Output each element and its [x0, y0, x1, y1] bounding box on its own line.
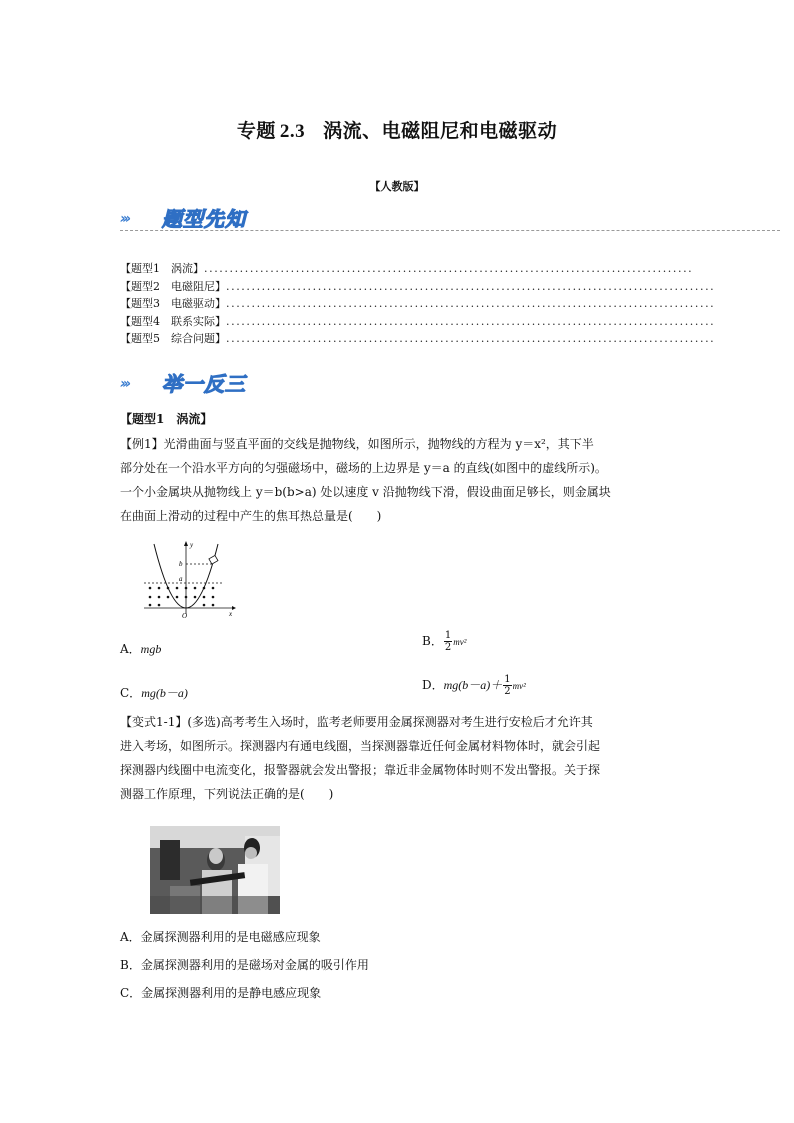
option-value: mv² [453, 637, 467, 647]
toc-dots: ................................................................................................ [226, 332, 716, 345]
variant-1-1-question [120, 710, 680, 806]
option-value: mv² [512, 681, 526, 691]
label-x: x [229, 610, 233, 618]
option-b[interactable] [422, 630, 466, 653]
option-d[interactable] [422, 674, 526, 697]
title-prefix: 专题 [236, 120, 276, 142]
option-letter: C． [120, 686, 142, 700]
fraction-half: $\frac{1}{2}$ [444, 630, 452, 653]
question-line: 【变式1-1】(多选)高考考生入场时，监考老师要用金属探测器对考生进行安检后才允许其 [120, 715, 593, 729]
label-o: O [182, 612, 188, 620]
label-y: y [190, 541, 194, 549]
option-letter: B． [422, 634, 443, 648]
option-value: mg(b－a) [141, 686, 188, 700]
toc-label: 【题型4 联系实际】 [120, 314, 226, 328]
banner-title: 举一反三 [162, 372, 246, 396]
option-value: mgb [140, 642, 162, 656]
banner-arrows-icon: ››› [120, 376, 129, 392]
question-line: 进入考场，如图所示。探测器内有通电线圈，当探测器靠近任何金属材料物体时，就会引起 [120, 739, 601, 753]
toc-dots: ................................................................................................ [204, 262, 694, 275]
choice-a[interactable]: A．金属探测器利用的是电磁感应现象 [120, 930, 321, 944]
y-axis-arrow-icon [184, 541, 188, 546]
option-letter: A． [120, 642, 141, 656]
question-line: 探测器内线圈中电流变化，报警器就会发出警报；靠近非金属物体时则不发出警报。关于探 [120, 763, 601, 777]
choice-b[interactable]: B．金属探测器利用的是磁场对金属的吸引作用 [120, 958, 369, 972]
option-value: mg(b－a)＋ [443, 678, 503, 692]
toc-dots: ................................................................................................ [226, 279, 716, 293]
toc-item[interactable] [120, 278, 770, 296]
question-line: 一个小金属块从抛物线上 y＝b(b>a) 处以速度 v 沿抛物线下滑，假设曲面足够长，则金属块 [120, 485, 611, 499]
banner-type-preview [120, 203, 780, 233]
edition-label: 【人教版】 [369, 180, 425, 193]
choice-c[interactable]: C．金属探测器利用的是静电感应现象 [120, 986, 322, 1000]
toc-dots: ................................................................................................ [226, 297, 716, 310]
toc-item[interactable] [120, 260, 770, 278]
toc-label: 【题型3 电磁驱动】 [120, 297, 226, 310]
label-a: a [179, 575, 183, 583]
toc-label: 【题型1 涡流】 [120, 262, 204, 275]
banner-arrows-icon: ››› [120, 211, 129, 227]
question-line: 测器工作原理，下列说法正确的是( ) [120, 787, 334, 801]
option-letter: D． [422, 678, 444, 692]
metal-detector-photo [150, 826, 280, 914]
parabola-figure [140, 540, 240, 620]
toc-label: 【题型2 电磁阻尼】 [120, 279, 226, 293]
option-c[interactable] [120, 684, 188, 701]
title-text: 涡流、电磁阻尼和电磁驱动 [323, 120, 558, 142]
table-of-contents [120, 260, 770, 348]
page-title [0, 116, 794, 143]
section-heading: 【题型1 涡流】 [120, 412, 213, 426]
label-b: b [179, 560, 183, 568]
title-number: 2.3 [279, 121, 306, 142]
banner-examples [120, 368, 780, 398]
question-line: 部分处在一个沿水平方向的匀强磁场中，磁场的上边界是 y＝a 的直线(如图中的虚线所示)。 [120, 461, 607, 475]
banner-title: 题型先知 [162, 207, 246, 231]
x-axis-arrow-icon [232, 606, 236, 610]
example-1-question [120, 432, 680, 528]
toc-dots: ................................................................................................ [226, 314, 716, 328]
banner-divider [120, 230, 780, 231]
toc-item[interactable] [120, 313, 770, 331]
toc-item[interactable] [120, 295, 770, 313]
magnetic-field-dots [149, 587, 215, 607]
toc-item[interactable] [120, 330, 770, 348]
question-line: 在曲面上滑动的过程中产生的焦耳热总量是( ) [120, 509, 382, 523]
option-a[interactable] [120, 640, 161, 657]
metal-block [209, 555, 218, 564]
fraction-half: $\frac{1}{2}$ [504, 674, 511, 697]
toc-label: 【题型5 综合问题】 [120, 332, 226, 345]
question-line: 【例1】光滑曲面与竖直平面的交线是抛物线，如图所示，抛物线的方程为 y＝x²，其下半 [120, 437, 594, 451]
